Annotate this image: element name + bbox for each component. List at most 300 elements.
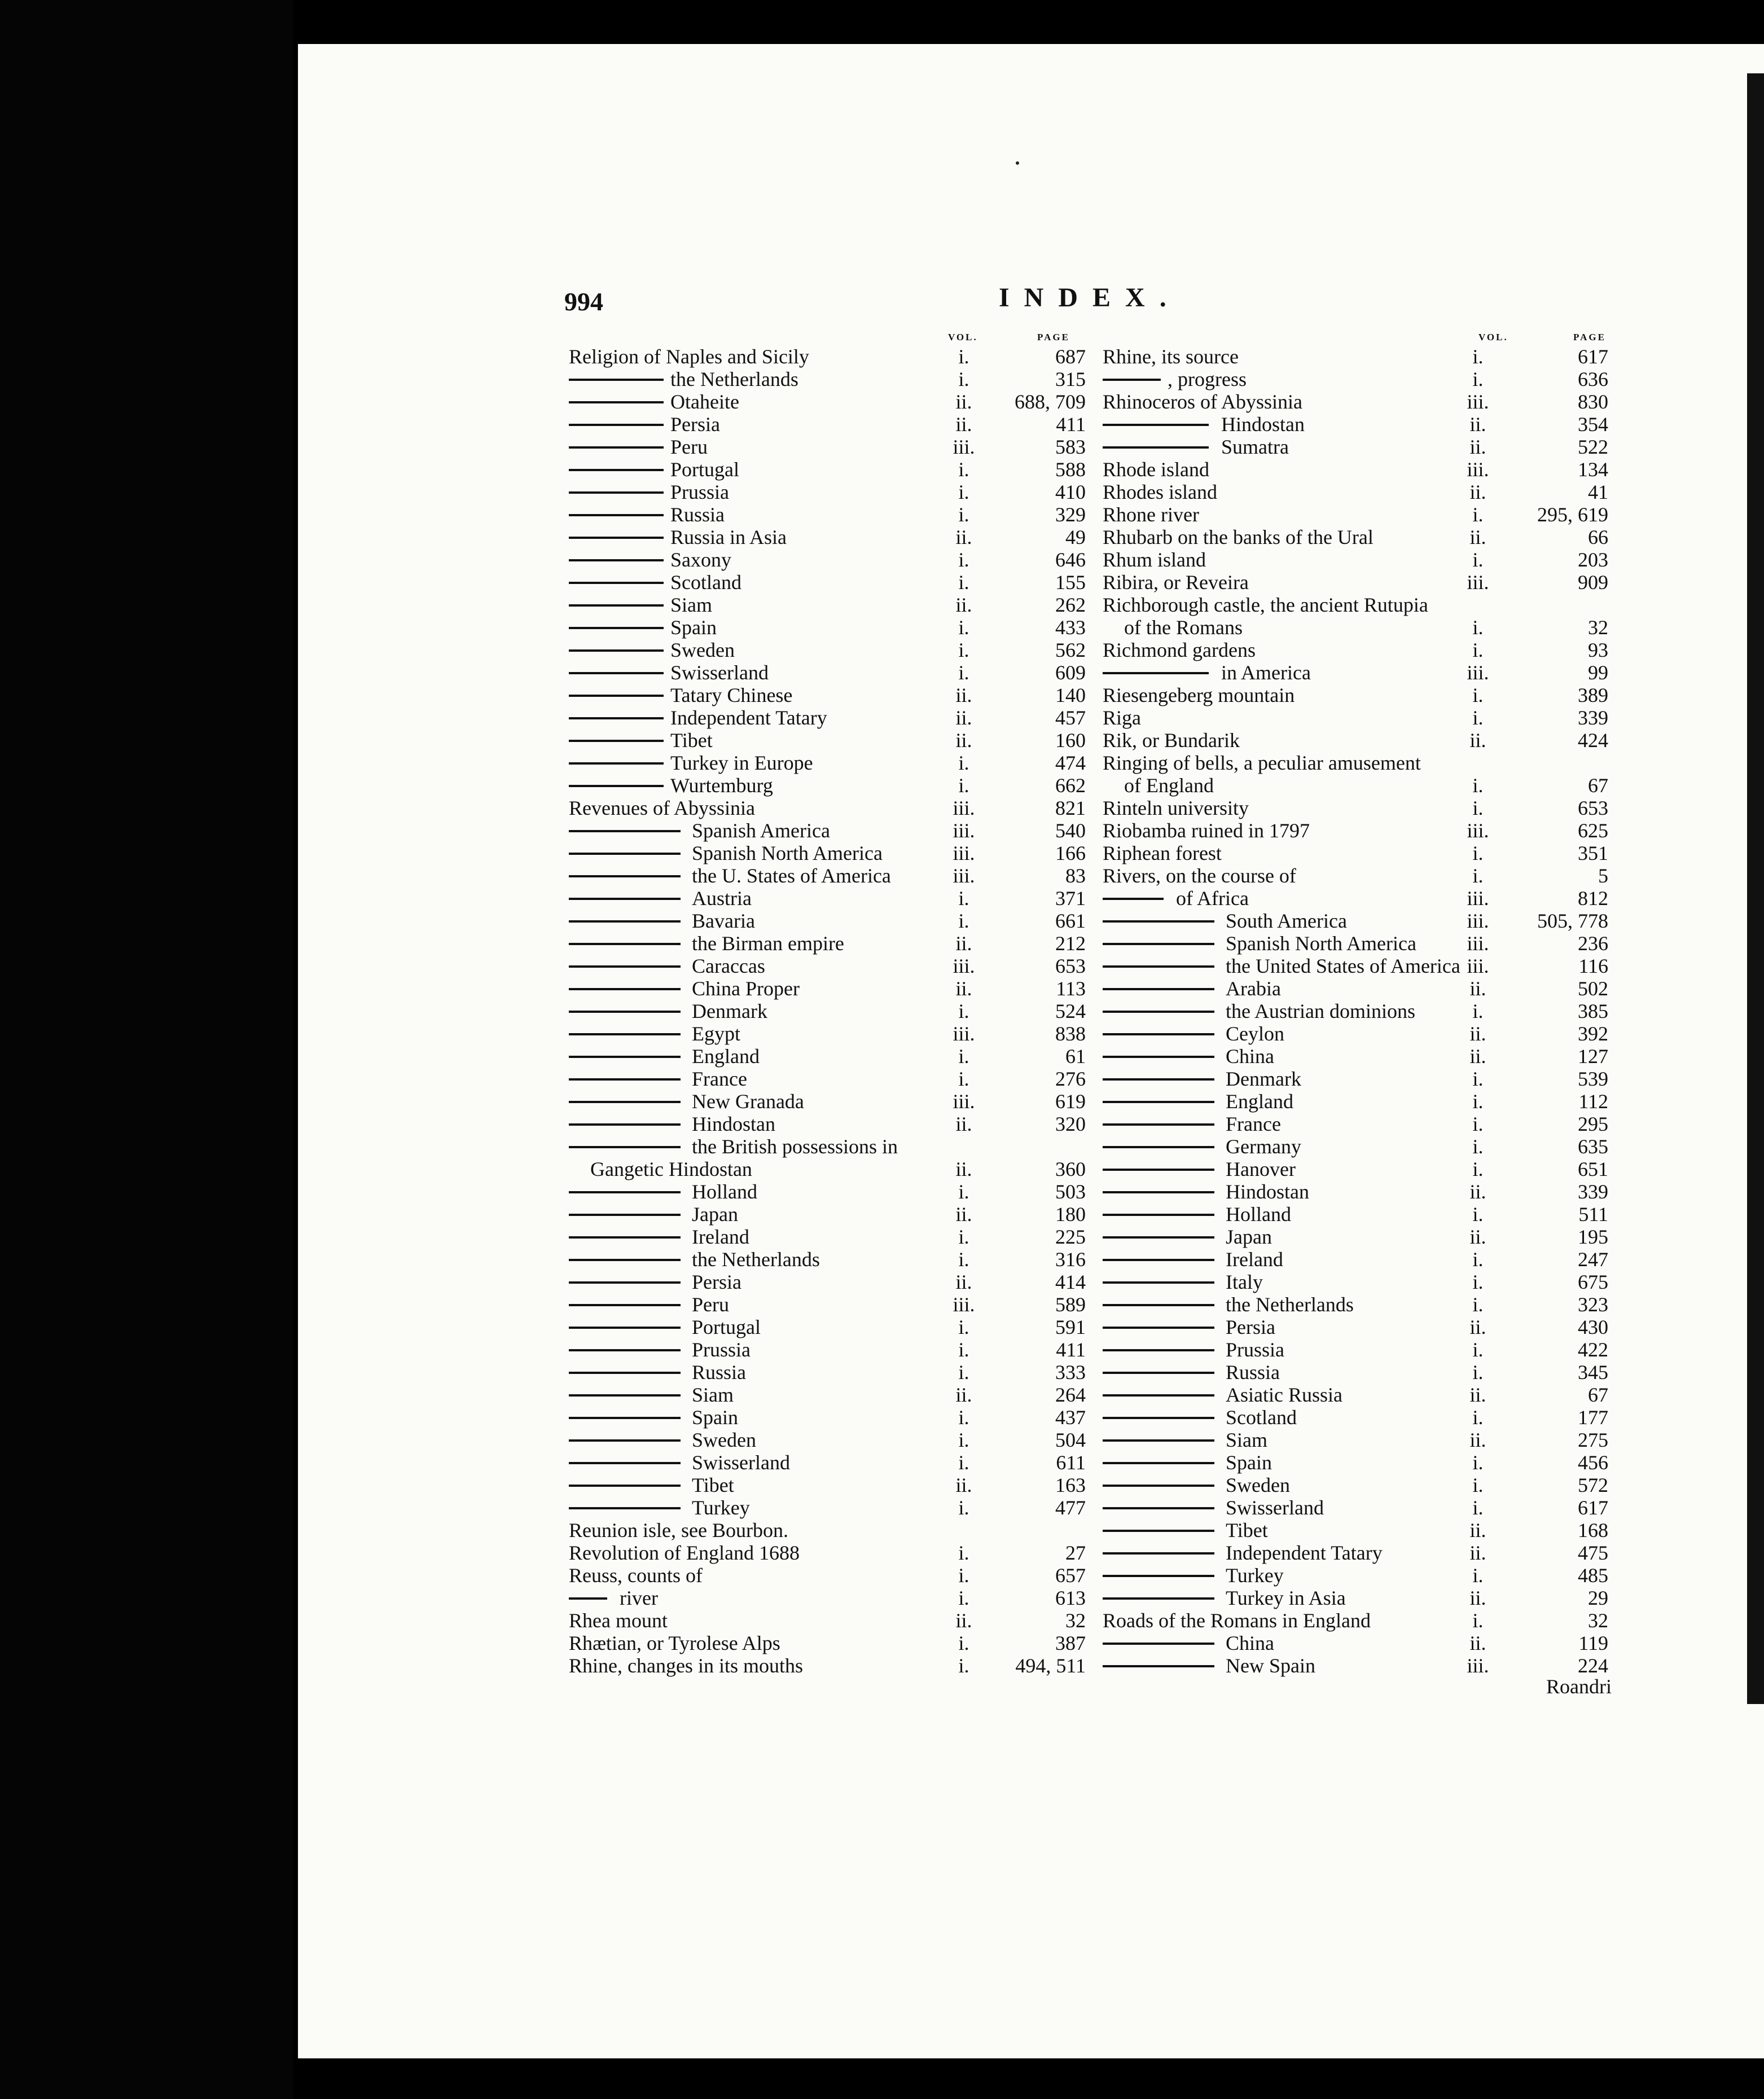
entry-page: 653 [1578,797,1608,819]
ditto-rule [569,898,681,900]
ditto-rule [569,740,664,742]
ditto-rule [1103,1530,1214,1532]
entry-volume: iii. [1467,819,1489,842]
entry-page: 635 [1578,1135,1608,1158]
entry-volume: i. [958,1654,969,1677]
entry-page: 177 [1578,1406,1608,1429]
index-entry [1103,706,1616,729]
index-entry [1103,1384,1616,1406]
index-entry [569,1474,1086,1496]
entry-volume: ii. [955,1203,972,1226]
entry-text: Tatary Chinese [670,684,793,706]
entry-volume: i. [1472,1609,1484,1632]
entry-text: New Granada [692,1090,804,1113]
index-entry [1103,1271,1616,1293]
entry-text: Hindostan [692,1113,775,1135]
entry-volume: i. [1472,616,1484,639]
index-entry [569,1293,1086,1316]
entry-page: 675 [1578,1271,1608,1293]
entry-text: England [1226,1090,1293,1113]
entry-page: 485 [1578,1564,1608,1587]
index-entry [1103,932,1616,955]
entry-text: Egypt [692,1022,740,1045]
index-entry [1103,864,1616,887]
ditto-rule [1103,672,1209,674]
entry-volume: i. [958,458,969,481]
index-entry [569,774,1086,797]
index-entry [569,594,1086,616]
index-entry [1103,1587,1616,1609]
entry-text: Ringing of bells, a peculiar amusement [1103,752,1421,774]
ditto-rule [1103,1214,1214,1216]
entry-volume: i. [1472,1496,1484,1519]
entry-text: the Netherlands [1226,1293,1354,1316]
entry-text: China [1226,1045,1274,1068]
ditto-rule [1103,1597,1214,1600]
entry-volume: i. [958,1361,969,1384]
entry-page: 116 [1578,955,1608,977]
entry-volume: i. [1472,1090,1484,1113]
index-entry [1103,910,1616,932]
index-entry [569,1451,1086,1474]
index-entry [569,1248,1086,1271]
index-entry [1103,684,1616,706]
entry-text: Prussia [692,1338,751,1361]
entry-volume: i. [1472,345,1484,368]
entry-volume: ii. [1469,481,1486,503]
entry-page: 275 [1578,1429,1608,1451]
index-column-right [1103,345,1616,1677]
entry-page: 522 [1578,436,1608,458]
entry-volume: iii. [1467,571,1489,594]
right-vol-header: VOL. [1478,332,1508,342]
ditto-rule [569,920,681,923]
entry-text: Rik, or Bundarik [1103,729,1240,752]
entry-page: 646 [1055,548,1086,571]
entry-text: Spanish North America [692,842,883,864]
entry-volume: i. [1472,1068,1484,1090]
entry-page: 688, 709 [1015,390,1086,413]
ditto-rule [569,401,664,403]
entry-volume: i. [1472,1158,1484,1180]
entry-text: Rhea mount [569,1609,668,1632]
entry-text: Siam [670,594,713,616]
entry-page: 611 [1056,1451,1086,1474]
ditto-rule [1103,1281,1214,1284]
ditto-rule [569,1327,681,1329]
entry-volume: iii. [1467,887,1489,910]
entry-page: 262 [1055,594,1086,616]
entry-volume: ii. [1469,1316,1486,1338]
entry-text: China Proper [692,977,800,1000]
entry-page: 653 [1055,955,1086,977]
ditto-rule [569,604,664,607]
entry-volume: i. [958,503,969,526]
entry-page: 657 [1055,1564,1086,1587]
entry-page: 119 [1578,1632,1608,1654]
ditto-rule [569,1191,681,1193]
entry-volume: i. [958,1226,969,1248]
index-entry [1103,1113,1616,1135]
entry-text: Hindostan [1221,413,1305,436]
entry-volume: ii. [1469,729,1486,752]
entry-page: 360 [1055,1158,1086,1180]
entry-page: 113 [1056,977,1086,1000]
index-entry [1103,1451,1616,1474]
ink-speck [1016,161,1019,165]
entry-text: Swisserland [670,661,769,684]
entry-volume: iii. [1467,932,1489,955]
ditto-rule [569,943,681,945]
entry-page: 504 [1055,1429,1086,1451]
ditto-rule [1103,1304,1214,1306]
entry-volume: ii. [1469,1429,1486,1451]
entry-text: France [1226,1113,1281,1135]
entry-text: Sumatra [1221,436,1289,458]
entry-volume: i. [1472,1451,1484,1474]
entry-page: 61 [1065,1045,1086,1068]
entry-volume: i. [958,548,969,571]
entry-page: 385 [1578,1000,1608,1022]
entry-volume: i. [958,887,969,910]
entry-text: Turkey in Europe [670,752,813,774]
index-entry [569,1519,1077,1542]
ditto-rule [1103,1462,1214,1464]
ditto-rule [569,469,664,471]
ditto-rule [569,446,664,449]
ditto-rule [569,1056,681,1058]
index-entry [569,639,1086,661]
entry-page: 49 [1065,526,1086,548]
entry-volume: i. [1472,548,1484,571]
entry-volume: ii. [955,932,972,955]
entry-text: the United States of America [1226,955,1460,977]
index-entry [1103,436,1616,458]
entry-text: in America [1221,661,1311,684]
entry-text: Turkey [1226,1564,1284,1587]
entry-volume: iii. [953,955,975,977]
index-entry [569,729,1086,752]
entry-text: Reuss, counts of [569,1564,703,1587]
entry-text: Richmond gardens [1103,639,1256,661]
entry-text: Independent Tatary [670,706,827,729]
ditto-rule [569,514,664,516]
entry-page: 140 [1055,684,1086,706]
entry-page: 32 [1065,1609,1086,1632]
index-entry [1103,729,1616,752]
entry-page: 617 [1578,345,1608,368]
entry-text: Rhone river [1103,503,1199,526]
entry-page: 505, 778 [1537,910,1608,932]
entry-page: 166 [1055,842,1086,864]
index-entry [569,616,1086,639]
ditto-rule [1103,1643,1214,1645]
ditto-rule [1103,1191,1214,1193]
entry-volume: i. [1472,1113,1484,1135]
ditto-rule [569,695,664,697]
index-entry [569,819,1086,842]
entry-text: Germany [1226,1135,1301,1158]
entry-volume: ii. [955,706,972,729]
entry-volume: i. [958,1068,969,1090]
entry-volume: i. [958,1045,969,1068]
ditto-rule [569,1259,681,1261]
entry-volume: i. [1472,1564,1484,1587]
index-entry [1103,1068,1616,1090]
entry-page: 276 [1055,1068,1086,1090]
entry-text: Scotland [670,571,741,594]
entry-text: France [692,1068,747,1090]
entry-page: 155 [1055,571,1086,594]
entry-page: 83 [1065,864,1086,887]
entry-volume: i. [958,345,969,368]
index-entry [1103,1429,1616,1451]
index-entry [1103,819,1616,842]
ditto-rule [1103,1439,1214,1442]
ditto-rule [1103,1349,1214,1351]
index-entry [569,1180,1086,1203]
index-entry [569,706,1086,729]
index-entry [569,1609,1086,1632]
entry-page: 387 [1055,1632,1086,1654]
ditto-rule [569,1033,681,1035]
entry-page: 539 [1578,1068,1608,1090]
entry-page: 572 [1578,1474,1608,1496]
entry-text: Independent Tatary [1226,1542,1383,1564]
entry-text: Russia in Asia [670,526,787,548]
ditto-rule [569,853,681,855]
index-column-left [569,345,1086,1677]
entry-volume: i. [958,752,969,774]
ditto-rule [569,875,681,877]
entry-page: 589 [1055,1293,1086,1316]
left-page-header: PAGE [1037,332,1070,342]
entry-page: 163 [1055,1474,1086,1496]
ditto-rule [1103,1394,1214,1397]
index-entry [569,1587,1086,1609]
entry-page: 99 [1588,661,1608,684]
index-entry [1103,368,1616,390]
index-entry [569,661,1086,684]
entry-page: 687 [1055,345,1086,368]
index-entry [569,842,1086,864]
entry-text: Russia [1226,1361,1280,1384]
ditto-rule [1103,988,1214,990]
entry-page: 502 [1578,977,1608,1000]
entry-volume: ii. [1469,1384,1486,1406]
entry-text: , progress [1168,368,1247,390]
entry-page: 295, 619 [1537,503,1608,526]
ditto-rule [569,717,664,719]
entry-text: river [620,1587,658,1609]
entry-text: Hindostan [1226,1180,1309,1203]
entry-page: 583 [1055,436,1086,458]
entry-text: Rivers, on the course of [1103,864,1296,887]
ditto-rule [1103,1485,1214,1487]
entry-text: Austria [692,887,752,910]
index-entry [569,1068,1086,1090]
entry-volume: ii. [955,684,972,706]
entry-text: Rhine, changes in its mouths [569,1654,803,1677]
index-entry [1103,1474,1616,1496]
entry-volume: iii. [1467,390,1489,413]
index-entry [1103,1248,1616,1271]
entry-text: Caraccas [692,955,765,977]
entry-text: the Austrian dominions [1226,1000,1415,1022]
entry-text: Rhum island [1103,548,1206,571]
index-entry [569,684,1086,706]
index-entry [569,1000,1086,1022]
entry-page: 67 [1588,774,1608,797]
entry-volume: ii. [955,1271,972,1293]
entry-volume: i. [1472,368,1484,390]
ditto-rule [569,672,664,674]
index-entry [1103,1158,1616,1180]
ditto-rule [569,1372,681,1374]
index-entry [1103,955,1616,977]
entry-volume: i. [958,1496,969,1519]
entry-page: 830 [1578,390,1608,413]
entry-text: Siam [1226,1429,1268,1451]
ditto-rule [569,379,664,381]
index-entry [1103,1519,1616,1542]
entry-text: Saxony [670,548,731,571]
entry-text: Holland [1226,1203,1291,1226]
ditto-rule [569,965,681,968]
entry-volume: ii. [955,1158,972,1180]
entry-page: 27 [1065,1542,1086,1564]
entry-page: 339 [1578,706,1608,729]
entry-text: Spain [692,1406,739,1429]
index-entry [569,345,1086,368]
entry-volume: iii. [953,864,975,887]
entry-text: Rhodes island [1103,481,1217,503]
entry-page: 339 [1578,1180,1608,1203]
index-entry [1103,458,1616,481]
entry-volume: iii. [953,1293,975,1316]
index-entry [1103,1045,1616,1068]
entry-volume: ii. [1469,1632,1486,1654]
entry-volume: i. [958,639,969,661]
entry-text: Prussia [670,481,730,503]
entry-text: Wurtemburg [670,774,773,797]
index-entry [1103,842,1616,864]
entry-volume: i. [958,1248,969,1271]
entry-text: Riphean forest [1103,842,1222,864]
ditto-rule [1103,1236,1214,1239]
entry-volume: ii. [1469,977,1486,1000]
entry-volume: i. [958,1587,969,1609]
entry-page: 433 [1055,616,1086,639]
entry-text: of Africa [1176,887,1249,910]
entry-page: 540 [1055,819,1086,842]
entry-volume: i. [1472,706,1484,729]
entry-page: 591 [1055,1316,1086,1338]
entry-volume: i. [958,661,969,684]
entry-text: Spain [1226,1451,1272,1474]
index-entry [569,1090,1086,1113]
index-entry [1103,1542,1616,1564]
ditto-rule [1103,898,1164,900]
index-entry [569,1022,1086,1045]
entry-volume: ii. [955,729,972,752]
entry-text: Tibet [670,729,713,752]
entry-page: 264 [1055,1384,1086,1406]
index-entry [1103,752,1616,774]
entry-text: the British possessions in [692,1135,898,1158]
entry-page: 474 [1055,752,1086,774]
entry-volume: i. [1472,1293,1484,1316]
index-entry [1103,345,1616,368]
entry-page: 134 [1578,458,1608,481]
entry-page: 389 [1578,684,1608,706]
entry-volume: i. [958,571,969,594]
index-entry [569,1496,1086,1519]
entry-text: Asiatic Russia [1226,1384,1342,1406]
entry-page: 371 [1055,887,1086,910]
index-entry [1103,1090,1616,1113]
entry-volume: ii. [955,526,972,548]
index-entry [569,1203,1086,1226]
entry-text: Prussia [1226,1338,1285,1361]
index-entry [1103,390,1616,413]
entry-page: 651 [1578,1158,1608,1180]
entry-page: 503 [1055,1180,1086,1203]
index-entry [1103,1293,1616,1316]
ditto-rule [569,537,664,539]
index-entry [569,1316,1086,1338]
entry-page: 323 [1578,1293,1608,1316]
ditto-rule [1103,920,1214,923]
entry-text: Turkey in Asia [1226,1587,1346,1609]
index-entry [569,413,1086,436]
entry-volume: ii. [955,390,972,413]
ditto-rule [569,1394,681,1397]
entry-volume: i. [1472,1474,1484,1496]
entry-page: 351 [1578,842,1608,864]
index-entry [569,548,1086,571]
ditto-rule [1103,1665,1214,1667]
entry-text: Roads of the Romans in England [1103,1609,1371,1632]
entry-volume: iii. [953,1090,975,1113]
entry-volume: i. [1472,797,1484,819]
entry-page: 168 [1578,1519,1608,1542]
ditto-rule [569,1507,681,1509]
index-entry [569,1542,1086,1564]
index-entry [1103,481,1616,503]
entry-volume: ii. [955,977,972,1000]
index-entry [569,571,1086,594]
entry-text: Turkey [692,1496,750,1519]
entry-page: 477 [1055,1496,1086,1519]
ditto-rule [1103,1259,1214,1261]
ditto-rule [1103,1078,1214,1081]
index-entry [1103,1496,1616,1519]
entry-text: Tibet [692,1474,734,1496]
entry-volume: ii. [1469,526,1486,548]
ditto-rule [569,1597,607,1600]
entry-text: Rinteln university [1103,797,1249,819]
entry-page: 494, 511 [1015,1654,1086,1677]
entry-text: Rhode island [1103,458,1209,481]
page-title: INDEX. [999,283,1181,313]
entry-volume: ii. [1469,1542,1486,1564]
entry-volume: i. [1472,774,1484,797]
entry-text: Spanish North America [1226,932,1416,955]
entry-volume: i. [958,774,969,797]
entry-volume: i. [958,481,969,503]
entry-volume: i. [1472,1203,1484,1226]
